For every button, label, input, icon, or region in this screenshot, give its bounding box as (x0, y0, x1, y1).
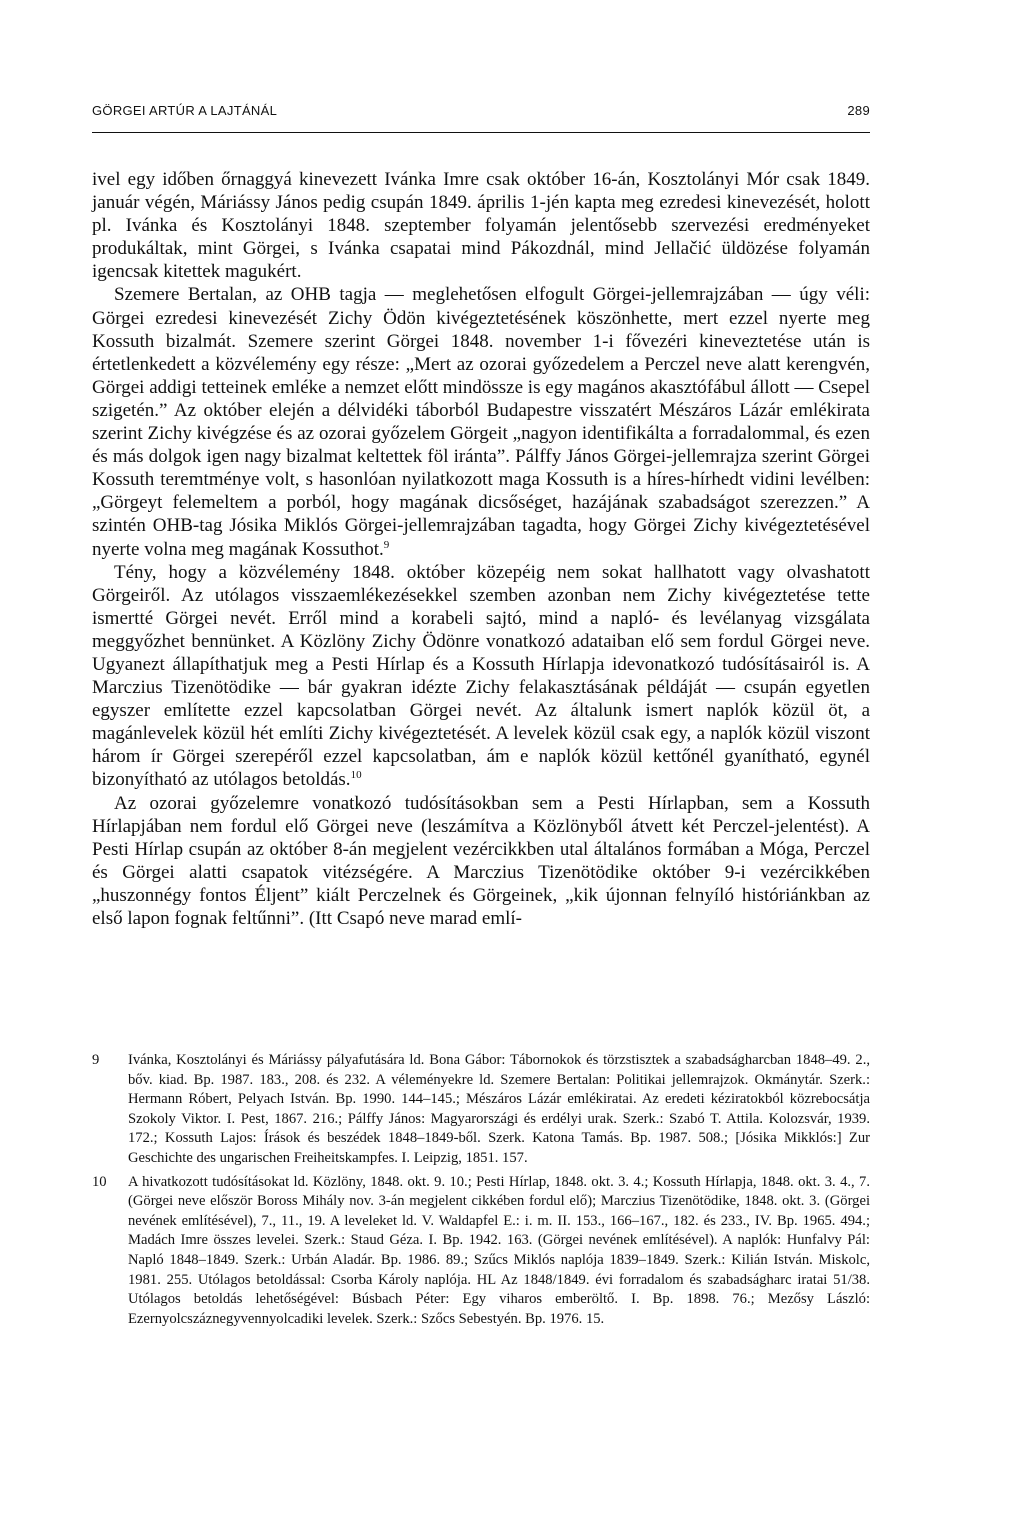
paragraph-text: Tény, hogy a közvélemény 1848. október közepéig nem sokat hallhatott vagy olvashatott Görgeiről. Az utólagos visszaemlékezésekkel szemben azonban nem Zichy kivégeztetése tette ismertté Görgei nevét. Erről mind a korabeli sajtó, mind a napló- és levélanyag vizsgálata meggyőzhet bennünket. A Közlöny Zichy Ödönre vonatkozó adataiban elő sem fordul Görgei neve. Ugyanezt állapíthatjuk meg a Pesti Hírlap és a Kossuth Hírlapja idevonatkozó tudósításairól is. A Marczius Tizenötödike — bár gyakran idézte Zichy felakasztásának példáját — csupán egyetlen egyszer említette ezzel kapcsolatban Görgei nevét. Az általunk ismert naplók közül öt, a magánlevelek közül hét említi Zichy kivégeztetését. A levelek közül csak egy, a naplók közül viszont három ír Görgei szerepéről ezzel kapcsolatban, ám e naplók közül kettőnél gyanítható, egynél bizonyítható az utólagos betoldás. (92, 561, 870, 791)
footnote-text: A hivatkozott tudósításokat ld. Közlöny, 1848. okt. 9. 10.; Pesti Hírlap, 1848. okt. 3. 4.; Kossuth Hírlapja, 1848. okt. 3. 4., 7. (Görgei neve először Boross Mihály nov. 3-án megjelent cikkében fordul elő); Marczius Tizenötödike, 1848. okt. 3. (Görgei nevének említésével), 7., 11., 19. A leveleket ld. V. Waldapfel E.: i. m. II. 153., 166–167., 182. és 233., IV. Bp. 1965. 494.; Madách Imre összes levelei. Szerk.: Staud Géza. I. Bp. 1942. 163. (Görgei nevének említésével). A naplók: Hunfalvy Pál: Napló 1848–1849. Szerk.: Urbán Aladár. Bp. 1986. 89.; Szűcs Miklós naplója 1839–1849. Szerk.: Kilián István. Miskolc, 1981. 255. Utólagos betoldással: Csorba Károly naplója. HL Az 1848/1849. évi forradalom és szabadságharc iratai 51/38. Utólagos betoldás lehetőségével: Búsbach Péter: Egy viharos emberöltő. I. Bp. 1898. 76.; Mezősy László: Ezernyolcszáznegyvennyolcadiki levelek. Szerk.: Szőcs Sebestyén. Bp. 1976. 15. (128, 1173, 870, 1327)
footnote-number: 10 (92, 1173, 107, 1190)
footnote-ref[interactable]: 9 (383, 538, 390, 551)
footnotes (92, 1051, 870, 1329)
paragraph (92, 792, 870, 931)
paragraph (92, 283, 870, 560)
footnote (92, 1173, 870, 1330)
running-header (92, 103, 870, 127)
footnote-number: 9 (92, 1052, 100, 1068)
paragraph-text: Az ozorai győzelemre vonatkozó tudósításokban sem a Pesti Hírlapban, sem a Kossuth Hírlapjában nem fordul elő Görgei neve (leszámítva a Közlönyből átvett két Perczel-jelentést). A Pesti Hírlap csupán az október 8-án megjelent vezércikkben utal általános formában a Móga, Perczel és Görgei alatti csapatok vitézségére. A Marczius Tizenötödike október 9-i vezércikkében „huszonnégy fontos Éljent” kiált Perczelnek és Görgeinek, „kik újonnan felnyíló históriánkban az első lapon fognak feltűnni”. (Itt Csapó neve marad emlí- (92, 792, 870, 929)
paragraph-text: Szemere Bertalan, az OHB tagja — meglehetősen elfogult Görgei-jellemrajzában — úgy véli: Görgei ezredesi kinevezését Zichy Ödön kivégeztetésének köszönhette, mert ezzel nyerte meg Kossuth bizalmát. Szemere szerint Görgei 1848. november 1-i fővezéri kineveztetése után is értetlenkedett a közvélemény egy része: „Mert az ozorai győzedelem a Perczel neve alatt kerengvén, Görgei addigi tetteinek emléke a nemzet előtt mindössze is egy magános akasztófábul állott — Csepel szigetén.” Az október elején a délvidéki táborból Budapestre visszatért Mészáros Lázár emlékirata szerint Zichy kivégzése és az ozorai győzelem Görgeit „nagyon identifikálta a forradalommal, és ezen és más dolgok igen nagy bizalmat keltettek föl iránta”. Pálffy János Görgei-jellemrajza szerint Görgei Kossuth teremtménye volt, s hasonlóan nyilatkozott maga Kossuth is a híres-hírhedt vidini levélben: „Görgeyt felemeltem a porból, hogy magának dicsőséget, hazájának szabadságot szerezzen.” A szintén OHB-tag Jósika Miklós Görgei-jellemrajzában tagadta, hogy Görgei Zichy kivégeztetésével nyerte volna meg magának Kossuthot. (92, 284, 870, 560)
running-title: GÖRGEI ARTÚR A LAJTÁNÁL (92, 103, 278, 118)
footnote-text: Ivánka, Kosztolányi és Máriássy pályafutására ld. Bona Gábor: Tábornokok és törzstisztek a szabadságharcban 1848–49. 2., bőv. kiad. Bp. 1987. 183., 208. és 232. A véleményekre ld. Szemere Bertalan: Politikai jellemrajzok. Okmánytár. Szerk.: Hermann Róbert, Pelyach István. Bp. 1990. 144–145.; Mészáros Lázár emlékiratai. Az eredeti kéziratokból közrebocsátja Szokoly Viktor. I. Pest, 1867. 216.; Pálffy János: Magyarországi és erdélyi urak. Szerk.: Szabó T. Attila. Kolozsvár, 1939. 172.; Kossuth Lajos: Írások és beszédek 1848–1849-ből. Szerk. Katona Tamás. Bp. 1987. 508.; [Jósika Mikklós:] Zur Geschichte des ungarischen Freiheitskampfes. I. Leipzig, 1851. 157. (128, 1052, 870, 1166)
paragraph-text: ivel egy időben őrnaggyá kinevezett Ivánka Imre csak október 16-án, Kosztolányi Mór csak 1849. január végén, Máriássy János pedig csupán 1849. április 1-jén kapta meg ezredesi kinevezését, holott pl. Ivánka és Kosztolányi 1848. szeptember folyamán jelentősebb szervezési eredményeket produkáltak, mint Görgei, s Ivánka csapatai mind Pákozdnál, mind Jellačić üldözése folyamán igencsak kitettek magukért. (92, 169, 870, 283)
footnote-ref[interactable]: 10 (350, 769, 362, 782)
header-rule (92, 132, 870, 133)
main-text (92, 168, 870, 930)
paragraph (92, 168, 870, 283)
page-number: 289 (847, 103, 870, 118)
footnote (92, 1051, 870, 1169)
paragraph (92, 561, 870, 792)
